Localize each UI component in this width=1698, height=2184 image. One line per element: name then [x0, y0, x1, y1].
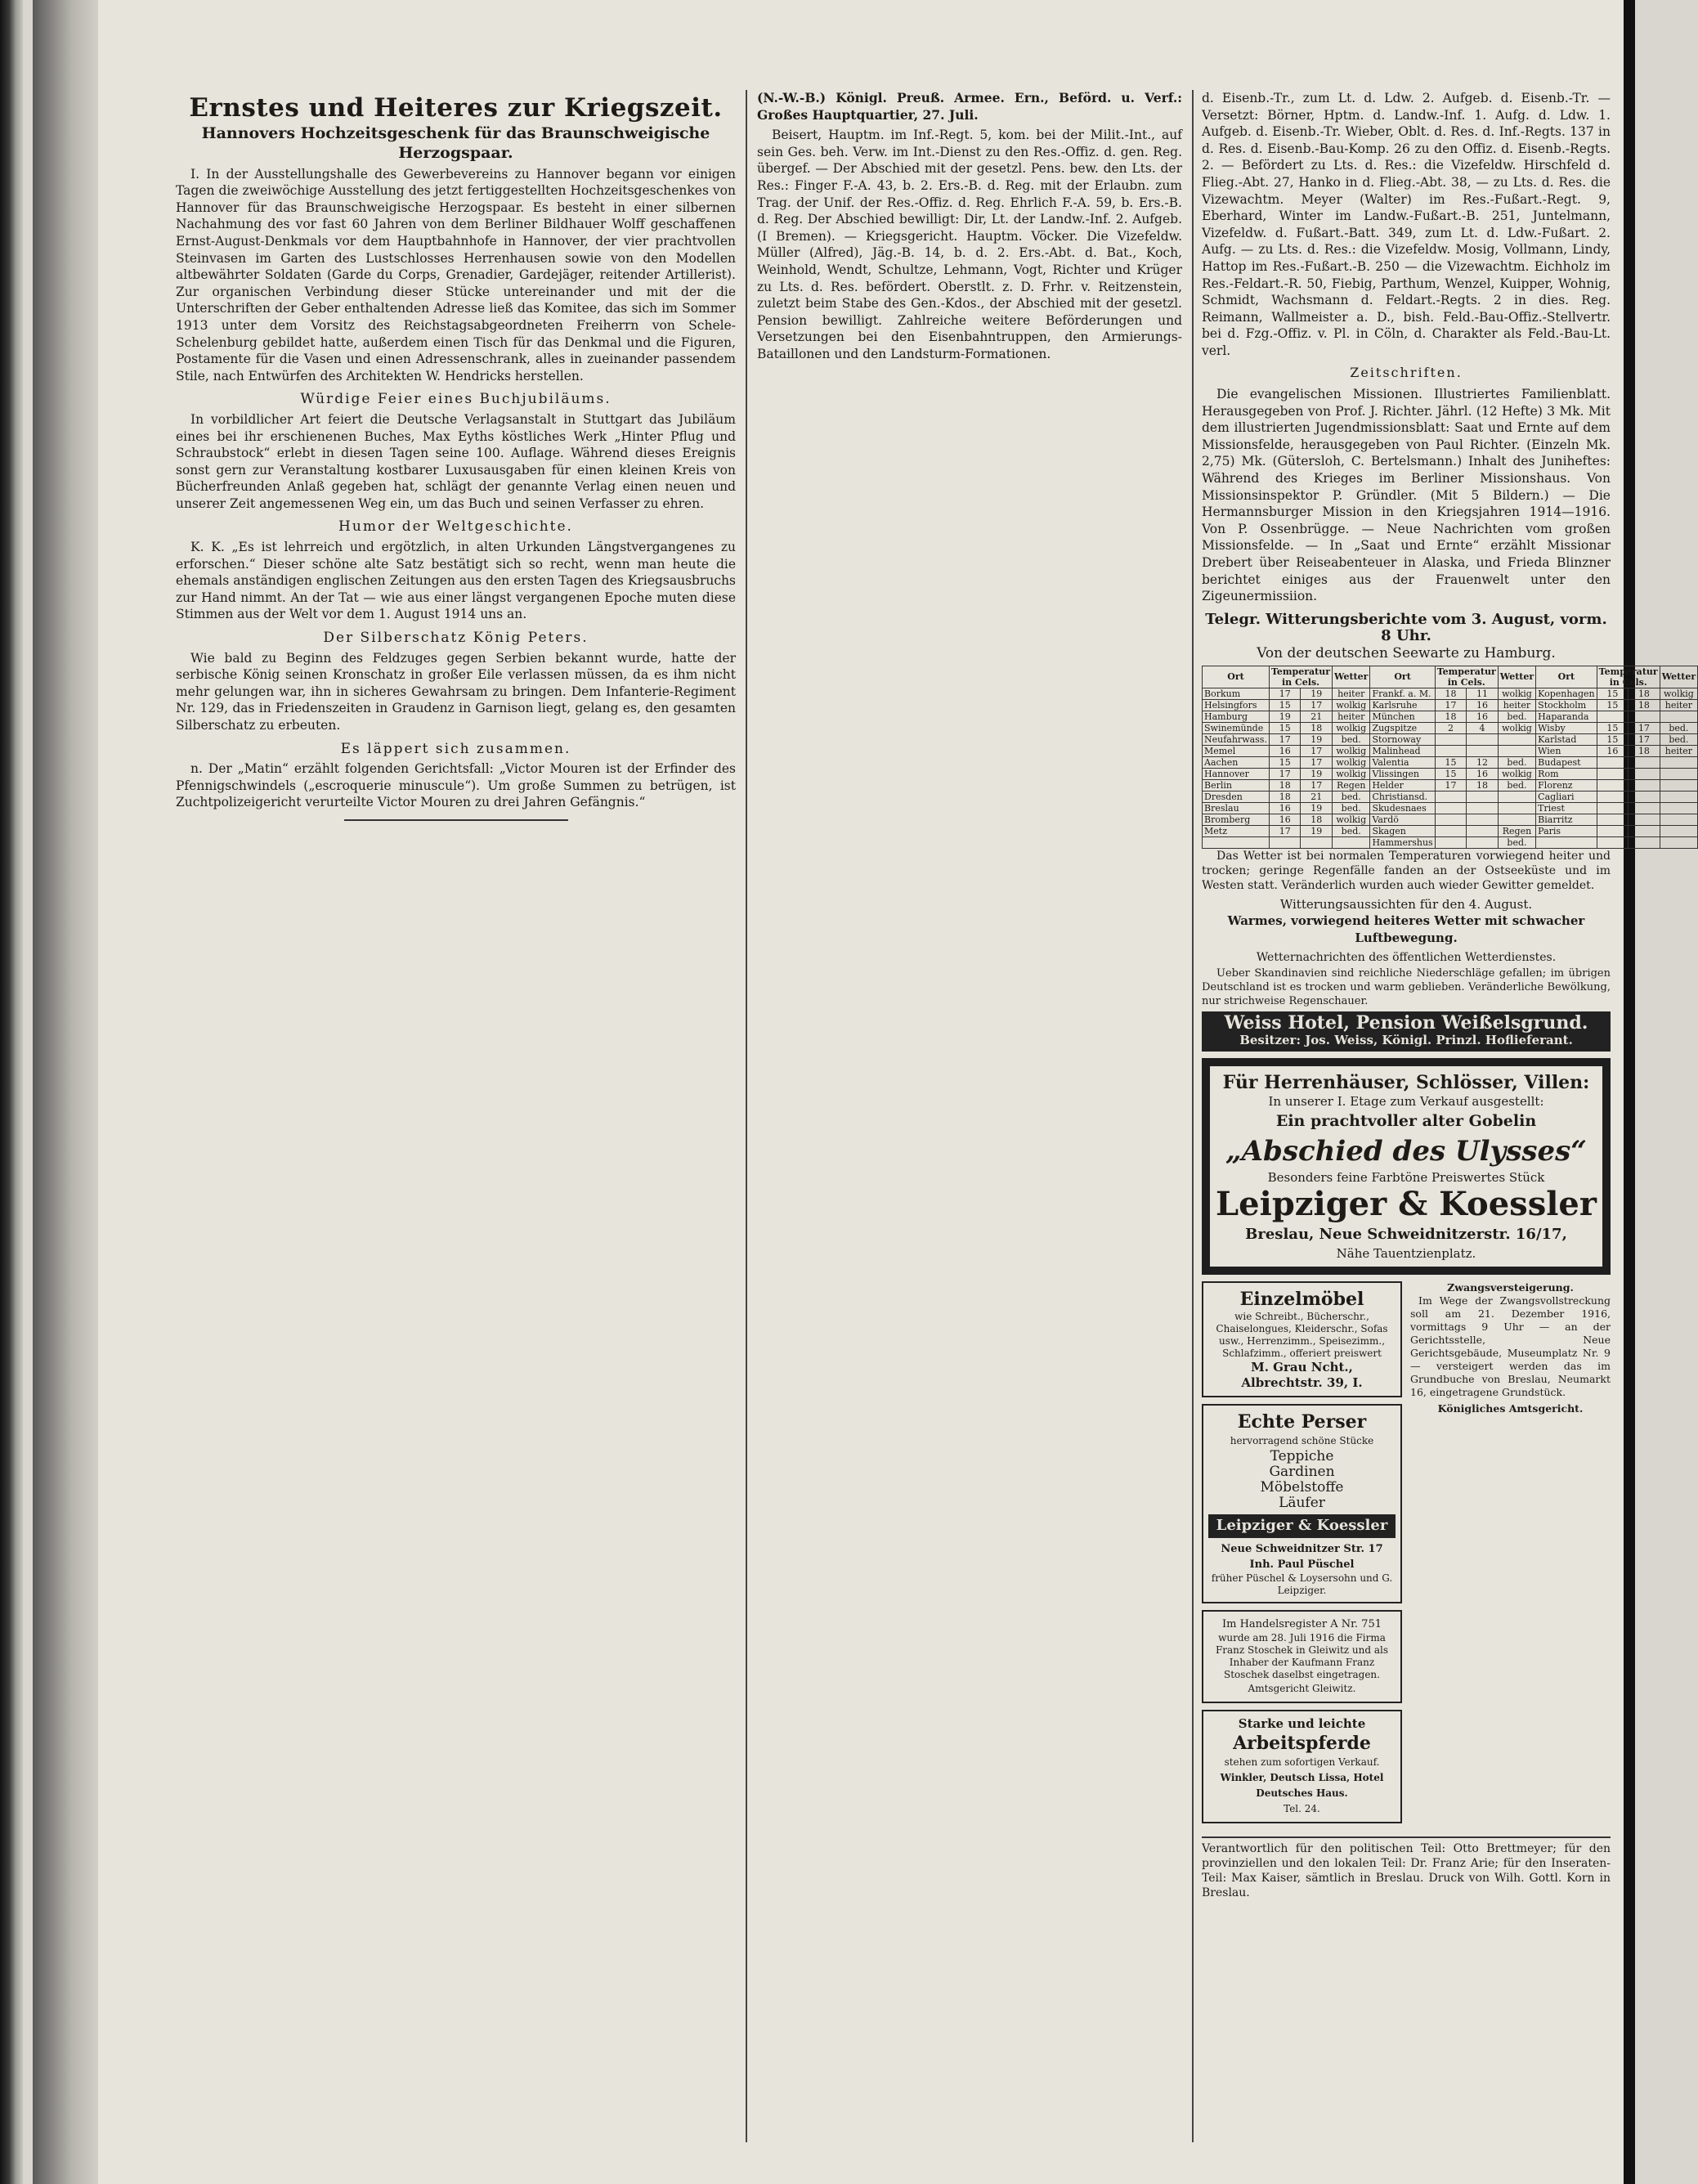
weather-temp [1435, 814, 1467, 825]
weather-note: Das Wetter ist bei normalen Temperaturen vorwiegend heiter und trocken; geringe Regenfälle fanden an der Ostseeküste und im Westen statt. Veränderlich wurden auch wieder Gewitter gemeldet. [1202, 849, 1611, 892]
weather-station: Wisby [1536, 722, 1597, 733]
weather-condition: bed. [1333, 802, 1370, 814]
perser-item: Gardinen [1269, 1464, 1335, 1481]
section-title: Ernstes und Heiteres zur Kriegszeit. [189, 93, 723, 123]
weather-temp [1629, 711, 1660, 722]
article-headline: Hannovers Hochzeitsgeschenk für das Braunschweigische Herzogspaar. [201, 123, 710, 162]
weather-row [1203, 779, 1698, 791]
weather-station: Karlstad [1536, 733, 1597, 745]
weather-temp: 19 [1301, 825, 1333, 836]
weather-temp [1435, 733, 1467, 745]
weather-condition [1498, 791, 1535, 802]
perser-subtitle: hervorragend schöne Stücke [1230, 1435, 1374, 1447]
weather-table [1202, 666, 1698, 849]
weather-row [1203, 825, 1698, 836]
weather-temp: 17 [1269, 768, 1301, 779]
weather-temp: 18 [1301, 814, 1333, 825]
weather-temp [1301, 836, 1333, 848]
handels-sign: Amtsgericht Gleiwitz. [1248, 1682, 1356, 1694]
weather-header: Wetter [1660, 666, 1697, 688]
weather-temp: 17 [1629, 733, 1660, 745]
weather-condition: Regen [1498, 825, 1535, 836]
gobelin-ad [1202, 1058, 1611, 1275]
weather-condition: wolkig [1333, 722, 1370, 733]
weather-temp: 15 [1597, 699, 1629, 711]
weather-temp [1629, 768, 1660, 779]
article-body: Wie bald zu Beginn des Feldzuges gegen Serbien bekannt wurde, hatte der serbische König seinen Kronschatz in großer Eile verlassen müssen, da es ihm nicht mehr gelungen war, ihn in sicheres Gewahrsam zu bringen. Dem Infanterie-Regiment Nr. 129, das in Friedenszeiten in Graudenz in Garnison liegt, gelang es, den gesamten Silberschatz zu erbeuten. [176, 650, 736, 733]
perser-item: Möbelstoffe [1260, 1479, 1344, 1496]
weather-station: Breslau [1203, 802, 1270, 814]
weather-temp [1467, 836, 1499, 848]
weather-temp [1269, 836, 1301, 848]
hotel-owner: Besitzer: Jos. Weiss, Königl. Prinzl. Hoflieferant. [1239, 1032, 1573, 1047]
ads-left-stack [1202, 1281, 1402, 1830]
scan-edge [1624, 0, 1635, 2184]
weather-station: Christiansd. [1370, 791, 1435, 802]
weather-temp: 15 [1597, 733, 1629, 745]
weather-temp: 17 [1301, 779, 1333, 791]
arbeit-text: stehen zum sofortigen Verkauf. [1224, 1756, 1380, 1768]
weather-temp: 19 [1301, 733, 1333, 745]
weather-condition: bed. [1333, 733, 1370, 745]
weather-station: Stockholm [1536, 699, 1597, 711]
weather-condition [1660, 825, 1697, 836]
weather-temp [1435, 802, 1467, 814]
imprint: Verantwortlich für den politischen Teil: Otto Brettmeyer; für den provinziellen und den lokalen Teil: Dr. Franz Arie; für den Inseraten-Teil: Max Kaiser, sämtlich in Breslau. Druck von Wilh. Gottl. Korn in Breslau. [1202, 1836, 1611, 1900]
weather-condition [1660, 768, 1697, 779]
weather-condition: heiter [1660, 745, 1697, 756]
weather-station: Karlsruhe [1370, 699, 1435, 711]
weather-temp [1629, 836, 1660, 848]
handelsregister-notice [1202, 1610, 1402, 1703]
weather-condition [1660, 814, 1697, 825]
weather-public-title: Wetternachrichten des öffentlichen Wetterdienstes. [1256, 951, 1557, 965]
weather-condition: bed. [1333, 791, 1370, 802]
page-gutter-shadow [33, 0, 98, 2184]
weather-temp: 16 [1467, 711, 1499, 722]
weather-station: Helsingfors [1203, 699, 1270, 711]
weather-temp: 15 [1269, 699, 1301, 711]
weather-condition: bed. [1498, 756, 1535, 768]
ads-row [1202, 1281, 1611, 1830]
weather-temp: 16 [1467, 768, 1499, 779]
weather-row [1203, 791, 1698, 802]
hotel-name: Weiss Hotel, Pension Weißelsgrund. [1224, 1011, 1588, 1034]
weather-temp [1467, 745, 1499, 756]
column-rule [746, 90, 747, 2142]
column-left [176, 90, 736, 829]
weather-condition [1660, 779, 1697, 791]
weather-condition: bed. [1498, 836, 1535, 848]
weather-temp: 18 [1435, 688, 1467, 699]
weather-station: Borkum [1203, 688, 1270, 699]
column-right [1202, 90, 1696, 1900]
weather-temp: 15 [1597, 688, 1629, 699]
weather-station: Rom [1536, 768, 1597, 779]
amtsgericht: Königliches Amtsgericht. [1437, 1402, 1584, 1415]
zwangs-title: Zwangsversteigerung. [1447, 1281, 1574, 1294]
weather-station: Swinemünde [1203, 722, 1270, 733]
weather-temp [1435, 791, 1467, 802]
weather-row [1203, 802, 1698, 814]
weather-station: Skudesnaes [1370, 802, 1435, 814]
weather-temp: 16 [1269, 814, 1301, 825]
weather-public: Ueber Skandinavien sind reichliche Niederschläge gefallen; im übrigen Deutschland ist es trocken und warm geblieben. Veränderliche Bewölkung, nur strichweise Regenschauer. [1202, 966, 1611, 1007]
weather-condition [1660, 756, 1697, 768]
weather-temp: 18 [1629, 745, 1660, 756]
weather-station: Hannover [1203, 768, 1270, 779]
weather-station: Zugspitze [1370, 722, 1435, 733]
newspaper-page [98, 0, 1696, 2184]
moebel-title: Einzelmöbel [1239, 1289, 1364, 1311]
weather-temp: 2 [1435, 722, 1467, 733]
column-rule [1192, 90, 1194, 2142]
article-headline: Der Silberschatz König Peters. [323, 630, 589, 647]
perser-ad [1202, 1404, 1402, 1603]
weather-station: Memel [1203, 745, 1270, 756]
weather-station: Stornoway [1370, 733, 1435, 745]
weather-temp [1629, 756, 1660, 768]
weather-station: Metz [1203, 825, 1270, 836]
weather-condition [1660, 791, 1697, 802]
arbeit-title: Starke und leichte [1238, 1715, 1366, 1731]
article-body: In vorbildlicher Art feiert die Deutsche Verlagsanstalt in Stuttgart das Jubiläum eines bei ihr erschienenen Buches, Max Eyths köstliches Werk „Hinter Pflug und Schraubstock“ erlebt in diesen Tagen seine 100. Auflage. Während dieses Ereignis sonst gern zur Veranstaltung kostbarer Luxusausgaben für einen kleinen Kreis von Bücherfreunden Anlaß gegeben hat, schlägt der genannte Verlag einen neuen und unserer Zeit angemessenen Weg ein, um das Buch und seinen Verfasser zu ehren. [176, 411, 736, 511]
weather-condition: bed. [1660, 722, 1697, 733]
weather-condition: wolkig [1333, 699, 1370, 711]
weather-condition [1498, 814, 1535, 825]
weather-station: Berlin [1203, 779, 1270, 791]
moebel-name: M. Grau Ncht., Albrechtstr. 39, I. [1241, 1360, 1363, 1391]
weather-station: Budapest [1536, 756, 1597, 768]
army-notices: Beisert, Hauptm. im Inf.-Regt. 5, kom. bei der Milit.-Int., auf sein Ges. beh. Verw. im Int.-Dienst zu den Res.-Offiz. d. gen. Reg. übergef. — Der Abschied mit der gesetzl. Pens. bew. den Lts. der Res.: Finger F.-A. 43, b. 2. Ers.-B. d. Reg. mit der Erlaubn. zum Trag. der Unif. der Res.-Offiz. d. Reg. Ehrlich F.-A. 59, b. Ers.-B. d. Reg. Der Abschied bewilligt: Dir, Lt. der Landw.-Inf. 2. Aufgeb. (I Bremen). — Kriegsgericht. Hauptm. Vöcker. Die Vizefeldw. Müller (Alfred), Jäg.-B. 14, b. d. 2. Ers.-Abt. d. Bat., Koch, Weinhold, Wendt, Schultze, Lehmann, Vogt, Richter und Krüger zu Lts. d. Res. befördert. Oberstlt. z. D. Frhr. v. Reitzenstein, zuletzt beim Stabe des Gen.-Kdos., der Abschied mit der gesetzl. Pension bewilligt. Zahlreiche weitere Beförderungen und Versetzungen bei den Eisenbahntruppen, den Armierungs-Bataillonen und den Landsturm-Formationen. [757, 128, 1182, 361]
weather-header: Temperatur in Cels. [1435, 666, 1498, 688]
weather-temp: 18 [1629, 688, 1660, 699]
weather-row [1203, 768, 1698, 779]
weather-condition: bed. [1333, 825, 1370, 836]
article-body: n. Der „Matin“ erzählt folgenden Gerichtsfall: „Victor Mouren ist der Erfinder des Pfennigschwindels („escroquerie minuscule“). Um große Summen zu betrügen, ist Zuchtpolizeigericht verurteilte Victor Mouren zu drei Jahren Gefängnis.“ [176, 761, 736, 810]
weather-row [1203, 756, 1698, 768]
weather-temp [1435, 745, 1467, 756]
weather-temp: 21 [1301, 711, 1333, 722]
weather-condition: wolkig [1498, 722, 1535, 733]
weather-condition: wolkig [1333, 756, 1370, 768]
weather-temp [1629, 791, 1660, 802]
perser-note: früher Püschel & Loysersohn und G. Leipziger. [1211, 1572, 1393, 1596]
weather-subtitle: Von der deutschen Seewarte zu Hamburg. [1257, 645, 1556, 661]
weather-station: Dresden [1203, 791, 1270, 802]
perser-item: Teppiche [1270, 1448, 1334, 1465]
weather-temp: 19 [1301, 802, 1333, 814]
weather-temp [1597, 802, 1629, 814]
arbeit-big: Arbeitspferde [1233, 1732, 1371, 1754]
weather-condition [1498, 745, 1535, 756]
weather-condition [1498, 802, 1535, 814]
weather-row [1203, 699, 1698, 711]
weather-temp: 11 [1467, 688, 1499, 699]
weather-temp: 19 [1301, 688, 1333, 699]
weather-temp: 15 [1269, 722, 1301, 733]
weather-condition: wolkig [1498, 768, 1535, 779]
weather-station: Valentia [1370, 756, 1435, 768]
weather-temp [1467, 802, 1499, 814]
weather-condition: heiter [1498, 699, 1535, 711]
army-notices-continued: d. Eisenb.-Tr., zum Lt. d. Ldw. 2. Aufgeb. d. Eisenb.-Tr. — Versetzt: Börner, Hptm. d. Landw.-Inf. 1. Aufg. d. Ldw. 1. Aufgeb. d. Eisenb.-Tr. Wieber, Oblt. d. Res. d. Inf.-Regts. 137 in d. Res. d. Eisenb.-Bau-Komp. 26 zu den Offiz. d. Eisenb.-Regts. 2. — Befördert zu Lts. d. Res.: die Vizefeldw. Hirschfeld d. Flieg.-Abt. 27, Hanko in d. Flieg.-Abt. 38, — zu Lts. d. Res. die Vizewachtm. Meyer (Walter) im Res.-Fußart.-Regt. 9, Eberhard, Winter im Landw.-Fußart.-B. 251, Juntelmann, Vizefeldw. d. Fußart.-Batt. 349, zum Lt. d. Ldw.-Fußart. 2. Aufg. — zu Lts. d. Res.: die Vizefeldw. Mosig, Vollmann, Lindy, Hattop im Res.-Fußart.-B. 250 — die Vizewachtm. Eichholz im Res.-Feldart.-R. 50, Fiebig, Parthum, Wenzel, Kuipper, Wohnig, Schmidt, Wachsmann d. Feldart.-Regts. 2 in dies. Reg. Reimann, Wallmeister a. D., bish. Feld.-Bau-Offiz.-Stellvertr. bei d. Fzg.-Offiz. v. Pl. in Cöln, d. Charakter als Feld.-Bau-Lt. verl. [1202, 91, 1611, 358]
weather-row [1203, 711, 1698, 722]
weather-station: Triest [1536, 802, 1597, 814]
weather-station: Hammershus [1370, 836, 1435, 848]
weather-temp [1467, 814, 1499, 825]
perser-address: Neue Schweidnitzer Str. 17 [1221, 1542, 1383, 1555]
gobelin-title: „Abschied des Ulysses“ [1225, 1135, 1587, 1168]
weather-row [1203, 722, 1698, 733]
legal-notices [1410, 1281, 1611, 1830]
weather-temp: 15 [1269, 756, 1301, 768]
weather-temp: 16 [1597, 745, 1629, 756]
weather-temp [1597, 768, 1629, 779]
divider [344, 819, 568, 821]
weather-condition: heiter [1333, 711, 1370, 722]
weather-temp: 16 [1269, 745, 1301, 756]
weather-temp [1597, 791, 1629, 802]
weather-condition [1333, 836, 1370, 848]
weather-station: Neufahrwass. [1203, 733, 1270, 745]
weather-row [1203, 688, 1698, 699]
weather-condition: wolkig [1333, 745, 1370, 756]
weather-header: Ort [1536, 666, 1597, 688]
weather-temp [1467, 791, 1499, 802]
weather-row [1203, 733, 1698, 745]
weather-station: Biarritz [1536, 814, 1597, 825]
weather-temp: 15 [1435, 756, 1467, 768]
weather-condition: wolkig [1333, 768, 1370, 779]
weather-condition: heiter [1660, 699, 1697, 711]
weather-temp: 19 [1301, 768, 1333, 779]
weather-temp: 21 [1301, 791, 1333, 802]
weather-rows [1203, 688, 1698, 848]
weather-station: Paris [1536, 825, 1597, 836]
weather-temp: 15 [1597, 722, 1629, 733]
article-headline: Würdige Feier eines Buchjubiläums. [300, 391, 612, 408]
column-middle [757, 90, 1182, 366]
moebel-body: wie Schreibt., Bücherschr., Chaiselongues, Kleiderschr., Sofas usw., Herrenzimm., Speisezimm., Schlafzimm., offeriert preiswert [1216, 1311, 1388, 1360]
company-address-2: Nähe Tauentzienplatz. [1336, 1246, 1476, 1262]
weather-header: Wetter [1498, 666, 1535, 688]
weather-temp [1629, 814, 1660, 825]
moebel-ad [1202, 1281, 1402, 1397]
weather-temp: 17 [1301, 699, 1333, 711]
weather-condition: bed. [1660, 733, 1697, 745]
army-header: (N.-W.-B.) Königl. Preuß. Armee. Ern., Beförd. u. Verf.: Großes Hauptquartier, 27. Juli. [757, 90, 1182, 123]
zwangs-body: Im Wege der Zwangsvollstreckung soll am 21. Dezember 1916, vormittags 9 Uhr — an der Gerichtsstelle, Neue Gerichtsgebäude, Museumplatz Nr. 9 — versteigert werden das im Grundbuche von Breslau, Neumarkt 16, eingetragene Grundstück. [1410, 1294, 1611, 1399]
weather-condition: wolkig [1498, 688, 1535, 699]
weather-temp: 12 [1467, 756, 1499, 768]
weather-station: Haparanda [1536, 711, 1597, 722]
article-headline: Es läppert sich zusammen. [340, 740, 571, 757]
weather-temp: 18 [1301, 722, 1333, 733]
weather-outlook-title: Witterungsaussichten für den 4. August. [1279, 896, 1533, 912]
weather-station: Vardö [1370, 814, 1435, 825]
weather-header: Temperatur in Cels. [1269, 666, 1332, 688]
weather-temp: 18 [1467, 779, 1499, 791]
company-address: Breslau, Neue Schweidnitzerstr. 16/17, [1245, 1226, 1567, 1244]
company-name: Leipziger & Koessler [1216, 1185, 1597, 1224]
weather-condition [1660, 711, 1697, 722]
weather-temp: 18 [1435, 711, 1467, 722]
weather-temp: 18 [1269, 779, 1301, 791]
weather-station: Vlissingen [1370, 768, 1435, 779]
weather-temp [1435, 836, 1467, 848]
weather-station [1536, 836, 1597, 848]
weather-station: Skagen [1370, 825, 1435, 836]
weather-temp [1597, 711, 1629, 722]
zeitschriften-body: Die evangelischen Missionen. Illustriertes Familienblatt. Herausgegeben von Prof. J. Richter. Jährl. (12 Hefte) 3 Mk. Mit dem illustrierten Jugendmissionsblatt: Saat und Ernte auf dem Missionsfelde, herausgegeben von Paul Richter. (Einzeln Mk. 2,75) Mk. (Gütersloh, C. Bertelsmann.) Inhalt des Juniheftes: Während des Krieges im Berliner Missionshaus. Von Missionsinspektor P. Gründler. (Mit 5 Bildern.) — Die Hermannsburger Mission in den Kriegsjahren 1914—1916. Von P. Ossenbrügge. — Neue Nachrichten vom großen Missionsfelde. — In „Saat und Ernte“ erzählt Missionar Drebert über Reiseabenteuer in Alaska, und Frieda Blinzner berichtet einiges aus der Frauenwelt unter den Zigeunermissiion. [1202, 387, 1611, 604]
weather-condition: bed. [1498, 779, 1535, 791]
weather-temp: 17 [1269, 825, 1301, 836]
weather-temp: 15 [1435, 768, 1467, 779]
weather-temp: 17 [1629, 722, 1660, 733]
hotel-ad [1202, 1011, 1611, 1052]
weather-condition: Regen [1333, 779, 1370, 791]
weather-station: Bromberg [1203, 814, 1270, 825]
weather-header: Wetter [1333, 666, 1370, 688]
weather-temp: 18 [1629, 699, 1660, 711]
weather-temp [1597, 779, 1629, 791]
gobelin-line: Besonders feine Farbtöne Preiswertes Stück [1267, 1170, 1545, 1186]
weather-station: Helder [1370, 779, 1435, 791]
weather-header: Ort [1370, 666, 1435, 688]
handels-body: wurde am 28. Juli 1916 die Firma Franz Stoschek in Gleiwitz und als Inhaber der Kaufmann Franz Stoschek daselbst eingetragen. [1215, 1631, 1389, 1680]
weather-station: Aachen [1203, 756, 1270, 768]
arbeit-tel: Tel. 24. [1284, 1802, 1320, 1814]
arbeitspferde-ad [1202, 1710, 1402, 1823]
weather-temp [1467, 825, 1499, 836]
weather-outlook: Warmes, vorwiegend heiteres Wetter mit schwacher Luftbewegung. [1227, 913, 1585, 945]
weather-condition: wolkig [1333, 814, 1370, 825]
weather-temp [1435, 825, 1467, 836]
perser-item: Läufer [1279, 1495, 1325, 1512]
weather-condition: heiter [1333, 688, 1370, 699]
weather-temp: 4 [1467, 722, 1499, 733]
weather-condition: bed. [1498, 711, 1535, 722]
weather-station: Malinhead [1370, 745, 1435, 756]
gobelin-headline: Für Herrenhäuser, Schlösser, Villen: [1222, 1072, 1590, 1094]
perser-company: Leipziger & Koessler [1208, 1514, 1396, 1538]
weather-row [1203, 745, 1698, 756]
weather-temp [1629, 779, 1660, 791]
weather-temp [1597, 756, 1629, 768]
handels-title: Im Handelsregister A Nr. 751 [1222, 1617, 1382, 1630]
gobelin-line: Ein prachtvoller alter Gobelin [1275, 1112, 1537, 1131]
weather-header: Temperatur in Cels. [1597, 666, 1660, 688]
weather-temp [1597, 825, 1629, 836]
gobelin-line: In unserer I. Etage zum Verkauf ausgestellt: [1268, 1094, 1544, 1110]
weather-station: Wien [1536, 745, 1597, 756]
weather-title: Telegr. Witterungsberichte vom 3. August, vorm. 8 Uhr. [1205, 610, 1607, 645]
weather-temp: 17 [1269, 688, 1301, 699]
weather-temp: 18 [1269, 791, 1301, 802]
weather-temp [1629, 825, 1660, 836]
weather-station: Florenz [1536, 779, 1597, 791]
weather-temp [1597, 836, 1629, 848]
book-binding [0, 0, 23, 2184]
weather-row [1203, 836, 1698, 848]
weather-condition: wolkig [1660, 688, 1697, 699]
perser-title: Echte Perser [1237, 1411, 1367, 1433]
zeitschriften-title: Zeitschriften. [1350, 364, 1463, 380]
weather-station: München [1370, 711, 1435, 722]
weather-temp [1467, 733, 1499, 745]
weather-station: Kopenhagen [1536, 688, 1597, 699]
weather-temp: 17 [1301, 756, 1333, 768]
weather-temp [1629, 802, 1660, 814]
article-headline: Humor der Weltgeschichte. [338, 518, 573, 536]
weather-header: Ort [1203, 666, 1270, 688]
weather-row [1203, 814, 1698, 825]
weather-temp: 16 [1467, 699, 1499, 711]
weather-condition [1660, 802, 1697, 814]
weather-temp: 17 [1435, 779, 1467, 791]
article-body: I. In der Ausstellungshalle des Gewerbevereins zu Hannover begann vor einigen Tagen die zweiwöchige Ausstellung des jetzt fertiggestellten Hochzeitsgeschenkes von Hannover für das Braunschweigische Herzogspaar. Es besteht in einer silbernen Nachahmung des vor fast 60 Jahren von dem Berliner Bildhauer Wolff geschaffenen Ernst-August-Denkmals vor dem Hauptbahnhofe in Hannover, der vier prachtvollen Steinvasen im Garten des Lustschlosses Herrenhausen sowie von den Modellen altbewährter Soldaten (Garde du Corps, Grenadier, Gardejäger, reitender Artillerist). Zur organischen Verbindung dieser Stücke untereinander und mit der die Unterschriften der Geber enthaltenden Adresse ließ das Komitee, das sich im Sommer 1913 unter dem Vorsitz des Reichstagsabgeordneten Freiherrn von Schele-Schelenburg gebildet hatte, außerdem einen Tisch für das Denkmal und die Figuren, Postamente für die Vasen und einen Adressenschrank, alles in zueinander passendem Stile, nach Entwürfen des Architekten W. Hendricks herstellen. [176, 166, 736, 383]
weather-temp: 17 [1301, 745, 1333, 756]
weather-condition [1660, 836, 1697, 848]
perser-owner: Inh. Paul Püschel [1249, 1558, 1355, 1571]
weather-temp [1597, 814, 1629, 825]
weather-temp: 16 [1269, 802, 1301, 814]
weather-station: Cagliari [1536, 791, 1597, 802]
weather-station: Hamburg [1203, 711, 1270, 722]
arbeit-name: Winkler, Deutsch Lissa, Hotel Deutsches Haus. [1220, 1771, 1384, 1799]
weather-temp: 17 [1435, 699, 1467, 711]
weather-temp: 19 [1269, 711, 1301, 722]
weather-station [1203, 836, 1270, 848]
article-body: K. K. „Es ist lehrreich und ergötzlich, in alten Urkunden Längstvergangenes zu erforschen.“ Dieser schöne alte Satz bestätigt sich so recht, wenn man heute die ehemals anständigen englischen Zeitungen aus den ersten Tagen des Kriegsausbruchs zur Hand nimmt. An der Tat — wie aus einer längst vergangenen Epoche muten diese Stimmen aus der Welt vor dem 1. August 1914 uns an. [176, 540, 736, 622]
weather-temp: 17 [1269, 733, 1301, 745]
weather-station: Frankf. a. M. [1370, 688, 1435, 699]
weather-condition [1498, 733, 1535, 745]
